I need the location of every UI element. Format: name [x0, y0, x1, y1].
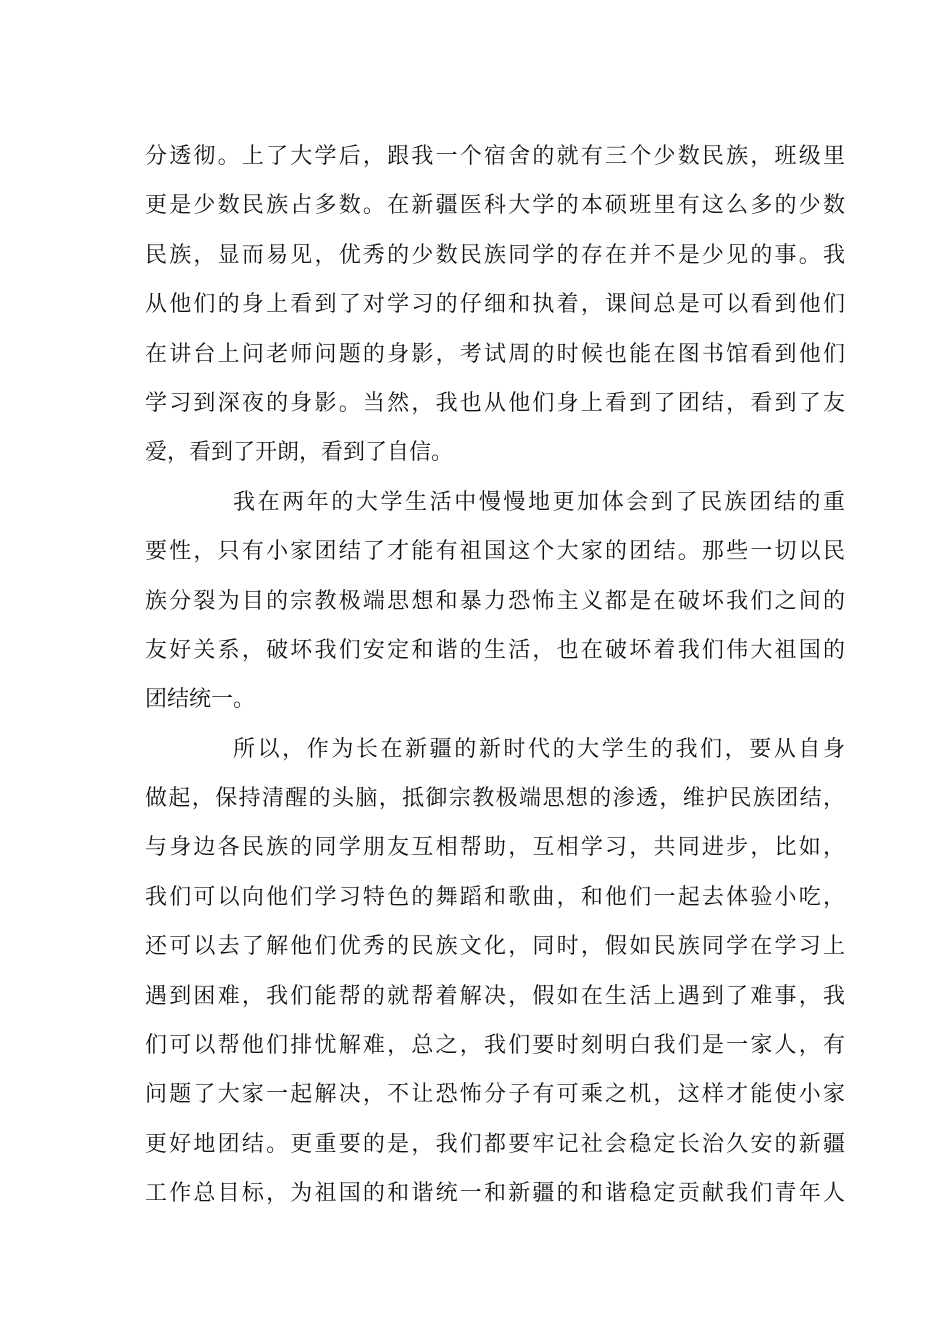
text-line: 从他们的身上看到了对学习的仔细和执着，课间总是可以看到他们: [145, 292, 845, 318]
text-line: 更是少数民族占多数。在新疆医科大学的本硕班里有这么多的少数: [145, 193, 845, 219]
text-line: 我在两年的大学生活中慢慢地更加体会到了民族团结的重: [233, 489, 845, 515]
text-line: 更好地团结。更重要的是，我们都要牢记社会稳定长治久安的新疆: [145, 1131, 845, 1157]
paragraph-2: [145, 478, 845, 725]
paragraph-3: [145, 725, 845, 1219]
text-line: 要性，只有小家团结了才能有祖国这个大家的团结。那些一切以民: [145, 539, 845, 565]
text-line: 所以，作为长在新疆的新时代的大学生的我们，要从自身: [233, 736, 845, 762]
text-line: 我们可以向他们学习特色的舞蹈和歌曲，和他们一起去体验小吃，: [145, 884, 845, 910]
text-line: 与身边各民族的同学朋友互相帮助，互相学习，共同进步，比如，: [145, 835, 845, 861]
text-line: 还可以去了解他们优秀的民族文化，同时，假如民族同学在学习上: [145, 934, 845, 960]
text-line: 民族，显而易见，优秀的少数民族同学的存在并不是少见的事。我: [145, 242, 845, 268]
text-line: 们可以帮他们排忧解难，总之，我们要时刻明白我们是一家人，有: [145, 1033, 845, 1059]
text-line: 问题了大家一起解决，不让恐怖分子有可乘之机，这样才能使小家: [145, 1082, 845, 1108]
text-line: 做起，保持清醒的头脑，抵御宗教极端思想的渗透，维护民族团结，: [145, 786, 845, 812]
text-line: 在讲台上问老师问题的身影，考试周的时候也能在图书馆看到他们: [145, 341, 845, 367]
text-line: 分透彻。上了大学后，跟我一个宿舍的就有三个少数民族，班级里: [145, 144, 845, 169]
body-text: [145, 132, 845, 1219]
text-line: 友好关系，破坏我们安定和谐的生活，也在破坏着我们伟大祖国的: [145, 637, 845, 663]
text-line: 工作总目标，为祖国的和谐统一和新疆的和谐稳定贡献我们青年人: [145, 1181, 845, 1207]
text-line: 爱，看到了开朗，看到了自信。: [145, 440, 454, 466]
text-line: 族分裂为目的宗教极端思想和暴力恐怖主义都是在破坏我们之间的: [145, 588, 845, 614]
text-line: 学习到深夜的身影。当然，我也从他们身上看到了团结，看到了友: [145, 390, 845, 416]
text-line: 团结统一。: [145, 687, 256, 713]
paragraph-1: [145, 132, 845, 478]
text-line: 遇到困难，我们能帮的就帮着解决，假如在生活上遇到了难事，我: [145, 983, 845, 1009]
